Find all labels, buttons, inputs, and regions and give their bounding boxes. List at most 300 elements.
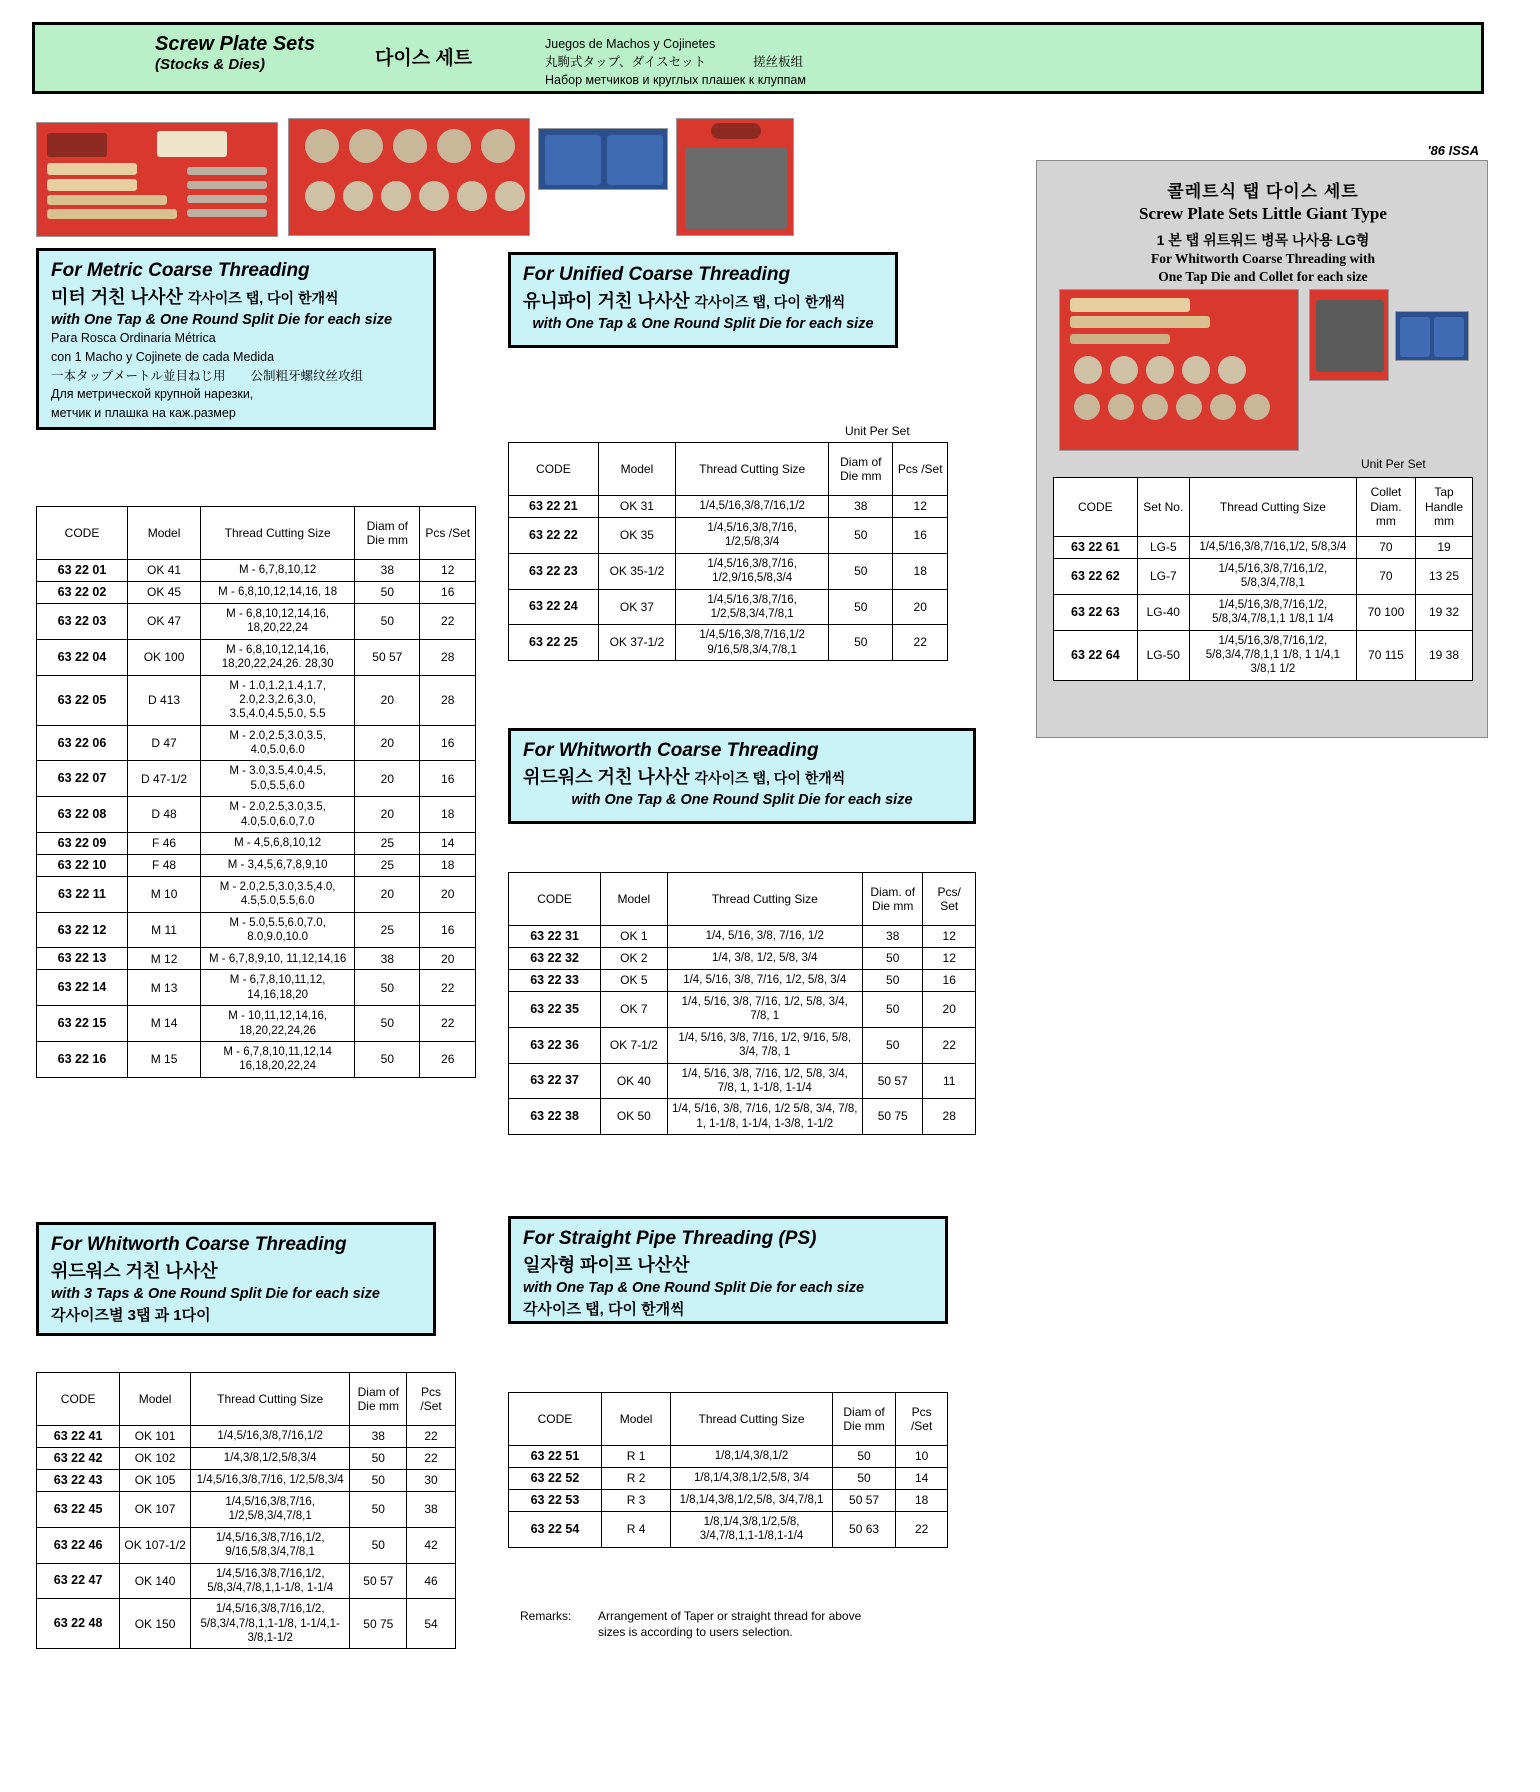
cell-size: 1/8,1/4,3/8,1/2,5/8, 3/4,7/8,1,1-1/8,1-1/4 bbox=[671, 1512, 833, 1548]
cell-model: M 12 bbox=[128, 948, 201, 970]
cell-diam: 25 bbox=[355, 854, 420, 876]
cell-code: 63 22 53 bbox=[509, 1490, 602, 1512]
cell-model: OK 41 bbox=[128, 560, 201, 582]
th-diam: Diam of Die mm bbox=[829, 443, 893, 496]
banner-lang-jp-cn bbox=[545, 53, 806, 71]
table-row[interactable] bbox=[37, 1006, 476, 1042]
th-model: Model bbox=[128, 507, 201, 560]
cell-diam: 25 bbox=[355, 832, 420, 854]
cell-tap: 19 bbox=[1416, 537, 1473, 559]
table-row[interactable] bbox=[37, 1426, 456, 1448]
table-row[interactable] bbox=[37, 725, 476, 761]
cell-diam: 50 bbox=[355, 1041, 420, 1077]
th-model: Model bbox=[598, 443, 675, 496]
table-header-row bbox=[509, 443, 948, 496]
cell-size: M - 10,11,12,14,16, 18,20,22,24,26 bbox=[201, 1006, 355, 1042]
th-size: Thread Cutting Size bbox=[671, 1393, 833, 1446]
table-header-row bbox=[509, 1393, 948, 1446]
cell-model: D 413 bbox=[128, 675, 201, 725]
cell-pcs: 16 bbox=[893, 518, 948, 554]
table-row[interactable] bbox=[509, 589, 948, 625]
banner-title-en: Screw Plate Sets bbox=[155, 33, 316, 55]
metric-line-es1: Para Rosca Ordinaria Métrica bbox=[51, 330, 216, 345]
cell-size: 1/8,1/4,3/8,1/2 bbox=[671, 1446, 833, 1468]
table-body bbox=[509, 496, 948, 661]
cell-set_no: LG-7 bbox=[1137, 559, 1189, 595]
cell-size: 1/4,5/16,3/8,7/16,1/2, 5/8,3/4,7/8,1,1 1/8,1 1/4 bbox=[1189, 594, 1356, 630]
table-row[interactable] bbox=[509, 518, 948, 554]
cell-code: 63 22 46 bbox=[37, 1527, 120, 1563]
cell-code: 63 22 16 bbox=[37, 1041, 128, 1077]
cell-code: 63 22 09 bbox=[37, 832, 128, 854]
cell-model: M 15 bbox=[128, 1041, 201, 1077]
table-row[interactable] bbox=[37, 948, 476, 970]
cell-diam: 38 bbox=[355, 948, 420, 970]
cell-pcs: 18 bbox=[420, 797, 476, 833]
cell-diam: 50 63 bbox=[832, 1512, 895, 1548]
cell-model: F 48 bbox=[128, 854, 201, 876]
cell-tap: 19 32 bbox=[1416, 594, 1473, 630]
th-pcs: Pcs /Set bbox=[407, 1373, 456, 1426]
cell-size: 1/4,5/16,3/8,7/16, 1/2,9/16,5/8,3/4 bbox=[676, 553, 829, 589]
table-row[interactable] bbox=[1054, 594, 1473, 630]
cell-diam: 50 57 bbox=[355, 639, 420, 675]
metric-title-kr-sub: 각사이즈 탭, 다이 한개씩 bbox=[187, 289, 339, 306]
th-size: Thread Cutting Size bbox=[667, 873, 862, 926]
cell-pcs: 11 bbox=[923, 1063, 976, 1099]
cell-pcs: 38 bbox=[407, 1492, 456, 1528]
cell-size: 1/8,1/4,3/8,1/2,5/8, 3/4,7/8,1 bbox=[671, 1490, 833, 1512]
cell-tap: 13 25 bbox=[1416, 559, 1473, 595]
cell-pcs: 18 bbox=[420, 854, 476, 876]
cell-diam: 50 bbox=[355, 970, 420, 1006]
metric-title-kr bbox=[51, 283, 421, 309]
cell-pcs: 42 bbox=[407, 1527, 456, 1563]
cell-pcs: 20 bbox=[923, 992, 976, 1028]
issa-label: '86 ISSA bbox=[1427, 143, 1479, 158]
table-row[interactable] bbox=[1054, 630, 1473, 680]
cell-tap: 19 38 bbox=[1416, 630, 1473, 680]
cell-diam: 50 bbox=[862, 992, 923, 1028]
cell-collet: 70 100 bbox=[1356, 594, 1415, 630]
cell-model: OK 45 bbox=[128, 582, 201, 604]
th-collet: Collet Diam. mm bbox=[1356, 478, 1415, 537]
cell-code: 63 22 25 bbox=[509, 625, 599, 661]
cell-diam: 50 57 bbox=[350, 1563, 407, 1599]
product-photo-case-open bbox=[676, 118, 794, 236]
table-row[interactable] bbox=[509, 1063, 976, 1099]
cell-model: R 2 bbox=[601, 1468, 670, 1490]
cell-code: 63 22 36 bbox=[509, 1027, 601, 1063]
cell-pcs: 30 bbox=[407, 1470, 456, 1492]
product-photo-die-set bbox=[288, 118, 530, 236]
cell-pcs: 22 bbox=[923, 1027, 976, 1063]
cell-code: 63 22 51 bbox=[509, 1446, 602, 1468]
cell-model: OK 35-1/2 bbox=[598, 553, 675, 589]
cell-code: 63 22 11 bbox=[37, 876, 128, 912]
cell-code: 63 22 37 bbox=[509, 1063, 601, 1099]
cell-pcs: 16 bbox=[420, 912, 476, 948]
cell-collet: 70 115 bbox=[1356, 630, 1415, 680]
cell-model: OK 140 bbox=[120, 1563, 191, 1599]
section-header-whitworth1 bbox=[508, 728, 976, 824]
whitworth3-line-en: with 3 Taps & One Round Split Die for each size bbox=[51, 1285, 380, 1302]
cell-diam: 50 bbox=[832, 1446, 895, 1468]
section-header-metric bbox=[36, 248, 436, 430]
table-row[interactable] bbox=[37, 560, 476, 582]
th-size: Thread Cutting Size bbox=[676, 443, 829, 496]
cell-code: 63 22 22 bbox=[509, 518, 599, 554]
unified-title-en: For Unified Coarse Threading bbox=[523, 264, 791, 285]
table-row[interactable] bbox=[37, 1527, 456, 1563]
cell-pcs: 22 bbox=[893, 625, 948, 661]
cell-size: 1/4, 3/8, 1/2, 5/8, 3/4 bbox=[667, 948, 862, 970]
cell-code: 63 22 10 bbox=[37, 854, 128, 876]
cell-model: OK 7 bbox=[601, 992, 667, 1028]
cell-code: 63 22 24 bbox=[509, 589, 599, 625]
cell-diam: 50 75 bbox=[350, 1599, 407, 1649]
table-pipe bbox=[508, 1392, 948, 1548]
cell-code: 63 22 54 bbox=[509, 1512, 602, 1548]
cell-diam: 20 bbox=[355, 675, 420, 725]
whitworth1-title-en: For Whitworth Coarse Threading bbox=[523, 740, 819, 761]
table-row[interactable] bbox=[37, 1470, 456, 1492]
cell-pcs: 28 bbox=[420, 639, 476, 675]
table-row[interactable] bbox=[37, 912, 476, 948]
cell-pcs: 12 bbox=[923, 926, 976, 948]
cell-code: 63 22 01 bbox=[37, 560, 128, 582]
whitworth1-title-kr-sub: 각사이즈 탭, 다이 한개씩 bbox=[694, 769, 846, 786]
table-row[interactable] bbox=[509, 496, 948, 518]
cell-model: M 13 bbox=[128, 970, 201, 1006]
cell-size: 1/4,5/16,3/8,7/16, 1/2,5/8,3/4,7/8,1 bbox=[190, 1492, 350, 1528]
cell-size: 1/4, 5/16, 3/8, 7/16, 1/2, 5/8, 3/4, 7/8, 1, 1-1/8, 1-1/4 bbox=[667, 1063, 862, 1099]
cell-model: OK 5 bbox=[601, 970, 667, 992]
cell-diam: 38 bbox=[350, 1426, 407, 1448]
table-metric bbox=[36, 506, 476, 1078]
page-banner bbox=[32, 22, 1484, 94]
product-photo-metric-set bbox=[36, 122, 278, 237]
remarks-text2: sizes is according to users selection. bbox=[598, 1625, 793, 1640]
cell-model: OK 37 bbox=[598, 589, 675, 625]
cell-diam: 20 bbox=[355, 725, 420, 761]
table-row[interactable] bbox=[509, 1446, 948, 1468]
cell-code: 63 22 33 bbox=[509, 970, 601, 992]
cell-pcs: 22 bbox=[420, 970, 476, 1006]
cell-code: 63 22 35 bbox=[509, 992, 601, 1028]
cell-pcs: 20 bbox=[893, 589, 948, 625]
cell-model: OK 35 bbox=[598, 518, 675, 554]
cell-diam: 50 bbox=[829, 553, 893, 589]
cell-pcs: 46 bbox=[407, 1563, 456, 1599]
table-row[interactable] bbox=[509, 625, 948, 661]
remarks-label: Remarks: bbox=[520, 1609, 572, 1623]
lg-sub-en2: One Tap Die and Collet for each size bbox=[1158, 268, 1368, 284]
table-body bbox=[509, 926, 976, 1135]
table-whitworth1 bbox=[508, 872, 976, 1135]
cell-diam: 50 bbox=[350, 1527, 407, 1563]
whitworth3-title-en: For Whitworth Coarse Threading bbox=[51, 1234, 347, 1255]
cell-size: M - 2.0,2.5,3.0,3.5,4.0, 4.5,5.0,5.5,6.0 bbox=[201, 876, 355, 912]
cell-code: 63 22 08 bbox=[37, 797, 128, 833]
cell-code: 63 22 45 bbox=[37, 1492, 120, 1528]
table-row[interactable] bbox=[509, 553, 948, 589]
cell-pcs: 12 bbox=[923, 948, 976, 970]
table-row[interactable] bbox=[37, 761, 476, 797]
cell-size: M - 3.0,3.5,4.0,4.5, 5.0,5.5,6.0 bbox=[201, 761, 355, 797]
cell-diam: 50 bbox=[832, 1468, 895, 1490]
cell-model: R 1 bbox=[601, 1446, 670, 1468]
th-model: Model bbox=[601, 1393, 670, 1446]
table-row[interactable] bbox=[37, 675, 476, 725]
banner-title-sub: (Stocks & Dies) bbox=[155, 56, 266, 73]
th-pcs: Pcs /Set bbox=[896, 1393, 948, 1446]
cell-size: 1/4, 5/16, 3/8, 7/16, 1/2, 5/8, 3/4, 7/8, 1 bbox=[667, 992, 862, 1028]
cell-model: R 3 bbox=[601, 1490, 670, 1512]
cell-pcs: 16 bbox=[420, 582, 476, 604]
cell-diam: 50 bbox=[350, 1448, 407, 1470]
cell-code: 63 22 15 bbox=[37, 1006, 128, 1042]
table-row[interactable] bbox=[37, 797, 476, 833]
table-row[interactable] bbox=[509, 992, 976, 1028]
cell-model: OK 37-1/2 bbox=[598, 625, 675, 661]
unified-title-kr-sub: 각사이즈 탭, 다이 한개씩 bbox=[694, 293, 846, 310]
table-row[interactable] bbox=[37, 832, 476, 854]
cell-pcs: 14 bbox=[896, 1468, 948, 1490]
table-row[interactable] bbox=[509, 948, 976, 970]
table-body bbox=[509, 1446, 948, 1548]
cell-diam: 50 57 bbox=[862, 1063, 923, 1099]
cell-diam: 50 bbox=[862, 948, 923, 970]
metric-title-en: For Metric Coarse Threading bbox=[51, 260, 310, 281]
unit-per-set-little-giant: Unit Per Set bbox=[1361, 457, 1426, 471]
whitworth1-title-kr bbox=[523, 763, 961, 789]
cell-diam: 50 bbox=[350, 1470, 407, 1492]
cell-collet: 70 bbox=[1356, 559, 1415, 595]
cell-code: 63 22 14 bbox=[37, 970, 128, 1006]
table-row[interactable] bbox=[37, 604, 476, 640]
cell-size: 1/4,5/16,3/8,7/16,1/2 bbox=[190, 1426, 350, 1448]
cell-pcs: 20 bbox=[420, 948, 476, 970]
table-body bbox=[1054, 537, 1473, 681]
table-row[interactable] bbox=[1054, 537, 1473, 559]
cell-diam: 50 bbox=[350, 1492, 407, 1528]
section-header-unified bbox=[508, 252, 898, 348]
cell-pcs: 18 bbox=[893, 553, 948, 589]
banner-lang-ru: Набор метчиков и круглых плашек к клуппам bbox=[545, 73, 806, 88]
cell-code: 63 22 32 bbox=[509, 948, 601, 970]
cell-code: 63 22 04 bbox=[37, 639, 128, 675]
th-code: CODE bbox=[509, 873, 601, 926]
metric-line-ru2: метчик и плашка на каж.размер bbox=[51, 406, 236, 421]
table-row[interactable] bbox=[509, 1468, 948, 1490]
cell-diam: 50 bbox=[355, 1006, 420, 1042]
table-row[interactable] bbox=[37, 1563, 456, 1599]
cell-code: 63 22 07 bbox=[37, 761, 128, 797]
cell-size: M - 6,8,10,12,14,16, 18,20,22,24,26. 28,30 bbox=[201, 639, 355, 675]
table-row[interactable] bbox=[37, 1599, 456, 1649]
cell-model: R 4 bbox=[601, 1512, 670, 1548]
table-row[interactable] bbox=[37, 854, 476, 876]
cell-pcs: 22 bbox=[420, 604, 476, 640]
cell-model: OK 107-1/2 bbox=[120, 1527, 191, 1563]
cell-model: OK 150 bbox=[120, 1599, 191, 1649]
product-photo-blue-case bbox=[538, 128, 668, 190]
unified-title-kr bbox=[523, 287, 883, 313]
cell-model: OK 107 bbox=[120, 1492, 191, 1528]
cell-code: 63 22 12 bbox=[37, 912, 128, 948]
cell-size: M - 1.0,1.2,1.4,1.7, 2.0,2.3,2.6,3.0, 3.5,4.0,4.5,5.0, 5.5 bbox=[201, 675, 355, 725]
table-row[interactable] bbox=[37, 1041, 476, 1077]
cell-code: 63 22 63 bbox=[1054, 594, 1138, 630]
th-tap-handle: Tap Handle mm bbox=[1416, 478, 1473, 537]
table-row[interactable] bbox=[509, 926, 976, 948]
cell-model: F 46 bbox=[128, 832, 201, 854]
table-row[interactable] bbox=[509, 1027, 976, 1063]
cell-size: 1/4,5/16,3/8,7/16, 1/2,5/8,3/4 bbox=[190, 1470, 350, 1492]
table-row[interactable] bbox=[37, 1492, 456, 1528]
table-body bbox=[37, 1426, 456, 1649]
cell-size: 1/4, 5/16, 3/8, 7/16, 1/2, 9/16, 5/8, 3/4, 7/8, 1 bbox=[667, 1027, 862, 1063]
table-row[interactable] bbox=[37, 582, 476, 604]
th-size: Thread Cutting Size bbox=[201, 507, 355, 560]
cell-code: 63 22 31 bbox=[509, 926, 601, 948]
table-unified bbox=[508, 442, 948, 661]
cell-size: M - 6,7,8,10,11,12,14 16,18,20,22,24 bbox=[201, 1041, 355, 1077]
metric-line-en: with One Tap & One Round Split Die for each size bbox=[51, 311, 393, 328]
cell-model: OK 1 bbox=[601, 926, 667, 948]
cell-size: 1/8,1/4,3/8,1/2,5/8, 3/4 bbox=[671, 1468, 833, 1490]
cell-size: M - 2.0,2.5,3.0,3.5, 4.0,5.0,6.0,7.0 bbox=[201, 797, 355, 833]
th-code: CODE bbox=[509, 1393, 602, 1446]
cell-code: 63 22 41 bbox=[37, 1426, 120, 1448]
cell-diam: 20 bbox=[355, 876, 420, 912]
cell-code: 63 22 64 bbox=[1054, 630, 1138, 680]
cell-diam: 50 bbox=[862, 1027, 923, 1063]
table-row[interactable] bbox=[37, 639, 476, 675]
lg-sub-kr: 1 본 탭 위트워드 병목 나사용 LG형 bbox=[1156, 232, 1370, 248]
table-header-row bbox=[1054, 478, 1473, 537]
cell-diam: 38 bbox=[355, 560, 420, 582]
cell-pcs: 22 bbox=[420, 1006, 476, 1042]
cell-diam: 50 bbox=[862, 970, 923, 992]
cell-set_no: LG-5 bbox=[1137, 537, 1189, 559]
cell-size: M - 3,4,5,6,7,8,9,10 bbox=[201, 854, 355, 876]
table-row[interactable] bbox=[37, 1448, 456, 1470]
cell-size: 1/4, 5/16, 3/8, 7/16, 1/2 bbox=[667, 926, 862, 948]
panel-little-giant bbox=[1036, 143, 1488, 738]
unified-title-kr-main: 유니파이 거친 나사산 bbox=[523, 290, 690, 311]
cell-pcs: 18 bbox=[896, 1490, 948, 1512]
banner-lang-jp: 丸駒式タップ、ダイスセット bbox=[545, 55, 707, 70]
cell-size: 1/4,5/16,3/8,7/16,1/2 bbox=[676, 496, 829, 518]
banner-title-kr: 다이스 세트 bbox=[375, 48, 473, 69]
cell-size: 1/4,5/16,3/8,7/16,1/2, 5/8,3/4,7/8,1,1 1/8, 1 1/4,1 3/8,1 1/2 bbox=[1189, 630, 1356, 680]
whitworth3-line-kr2: 각사이즈별 3탭 과 1다이 bbox=[51, 1306, 211, 1324]
th-pcs: Pcs /Set bbox=[420, 507, 476, 560]
pipe-line-kr2: 각사이즈 탭, 다이 한개씩 bbox=[523, 1300, 685, 1318]
th-code: CODE bbox=[509, 443, 599, 496]
cell-diam: 50 bbox=[829, 589, 893, 625]
cell-diam: 50 bbox=[355, 582, 420, 604]
banner-translations bbox=[545, 35, 806, 89]
cell-diam: 38 bbox=[829, 496, 893, 518]
th-set-no: Set No. bbox=[1137, 478, 1189, 537]
cell-size: 1/4, 5/16, 3/8, 7/16, 1/2 5/8, 3/4, 7/8, 1, 1-1/8, 1-1/4, 1-3/8, 1-1/2 bbox=[667, 1099, 862, 1135]
th-code: CODE bbox=[37, 1373, 120, 1426]
table-little-giant bbox=[1053, 477, 1473, 681]
cell-model: D 47 bbox=[128, 725, 201, 761]
cell-pcs: 10 bbox=[896, 1446, 948, 1468]
lg-title-en: Screw Plate Sets Little Giant Type bbox=[1139, 204, 1387, 223]
cell-diam: 50 57 bbox=[832, 1490, 895, 1512]
cell-pcs: 16 bbox=[923, 970, 976, 992]
table-row[interactable] bbox=[1054, 559, 1473, 595]
section-header-whitworth3 bbox=[36, 1222, 436, 1336]
table-row[interactable] bbox=[509, 1099, 976, 1135]
cell-size: 1/4,5/16,3/8,7/16, 1/2,5/8,3/4 bbox=[676, 518, 829, 554]
metric-line-ru1: Для метрической крупной нарезки, bbox=[51, 387, 254, 402]
cell-code: 63 22 23 bbox=[509, 553, 599, 589]
cell-code: 63 22 62 bbox=[1054, 559, 1138, 595]
cell-code: 63 22 42 bbox=[37, 1448, 120, 1470]
lg-sub-en1: For Whitworth Coarse Threading with bbox=[1150, 251, 1375, 266]
cell-pcs: 26 bbox=[420, 1041, 476, 1077]
table-body bbox=[37, 560, 476, 1078]
cell-model: OK 47 bbox=[128, 604, 201, 640]
cell-size: 1/4,5/16,3/8,7/16, 1/2,5/8,3/4,7/8,1 bbox=[676, 589, 829, 625]
cell-pcs: 14 bbox=[420, 832, 476, 854]
cell-model: OK 7-1/2 bbox=[601, 1027, 667, 1063]
cell-pcs: 12 bbox=[893, 496, 948, 518]
table-row[interactable] bbox=[37, 970, 476, 1006]
cell-diam: 38 bbox=[862, 926, 923, 948]
cell-size: 1/4,5/16,3/8,7/16,1/2, 5/8,3/4,7/8,1 bbox=[1189, 559, 1356, 595]
cell-diam: 50 bbox=[829, 625, 893, 661]
th-diam: Diam of Die mm bbox=[355, 507, 420, 560]
cell-model: M 14 bbox=[128, 1006, 201, 1042]
pipe-title-kr: 일자형 파이프 나산산 bbox=[523, 1254, 690, 1275]
cell-size: M - 6,7,8,9,10, 11,12,14,16 bbox=[201, 948, 355, 970]
banner-lang-es: Juegos de Machos y Cojinetes bbox=[545, 37, 716, 51]
table-row[interactable] bbox=[509, 970, 976, 992]
lg-title-kr: 콜레트식 탭 다이스 세트 bbox=[1167, 182, 1359, 201]
cell-model: OK 2 bbox=[601, 948, 667, 970]
cell-size: 1/4,5/16,3/8,7/16,1/2, 5/8,3/4,7/8,1,1-1/8, 1-1/4 bbox=[190, 1563, 350, 1599]
cell-size: M - 6,7,8,10,12 bbox=[201, 560, 355, 582]
cell-size: 1/4, 5/16, 3/8, 7/16, 1/2, 5/8, 3/4 bbox=[667, 970, 862, 992]
cell-code: 63 22 43 bbox=[37, 1470, 120, 1492]
lg-photo-blue-case bbox=[1395, 311, 1469, 361]
cell-size: 1/4,3/8,1/2,5/8,3/4 bbox=[190, 1448, 350, 1470]
banner-lang-cn: 搓丝板组 bbox=[753, 55, 804, 70]
table-header-row bbox=[37, 1373, 456, 1426]
table-row[interactable] bbox=[509, 1512, 948, 1548]
cell-model: OK 50 bbox=[601, 1099, 667, 1135]
section-header-pipe bbox=[508, 1216, 948, 1324]
th-size: Thread Cutting Size bbox=[1189, 478, 1356, 537]
lg-photo-main-set bbox=[1059, 289, 1299, 451]
cell-diam: 25 bbox=[355, 912, 420, 948]
cell-code: 63 22 21 bbox=[509, 496, 599, 518]
table-header-row bbox=[509, 873, 976, 926]
table-row[interactable] bbox=[509, 1490, 948, 1512]
cell-code: 63 22 47 bbox=[37, 1563, 120, 1599]
cell-model: D 47-1/2 bbox=[128, 761, 201, 797]
table-row[interactable] bbox=[37, 876, 476, 912]
whitworth1-line-en: with One Tap & One Round Split Die for each size bbox=[571, 791, 913, 808]
cell-pcs: 22 bbox=[896, 1512, 948, 1548]
